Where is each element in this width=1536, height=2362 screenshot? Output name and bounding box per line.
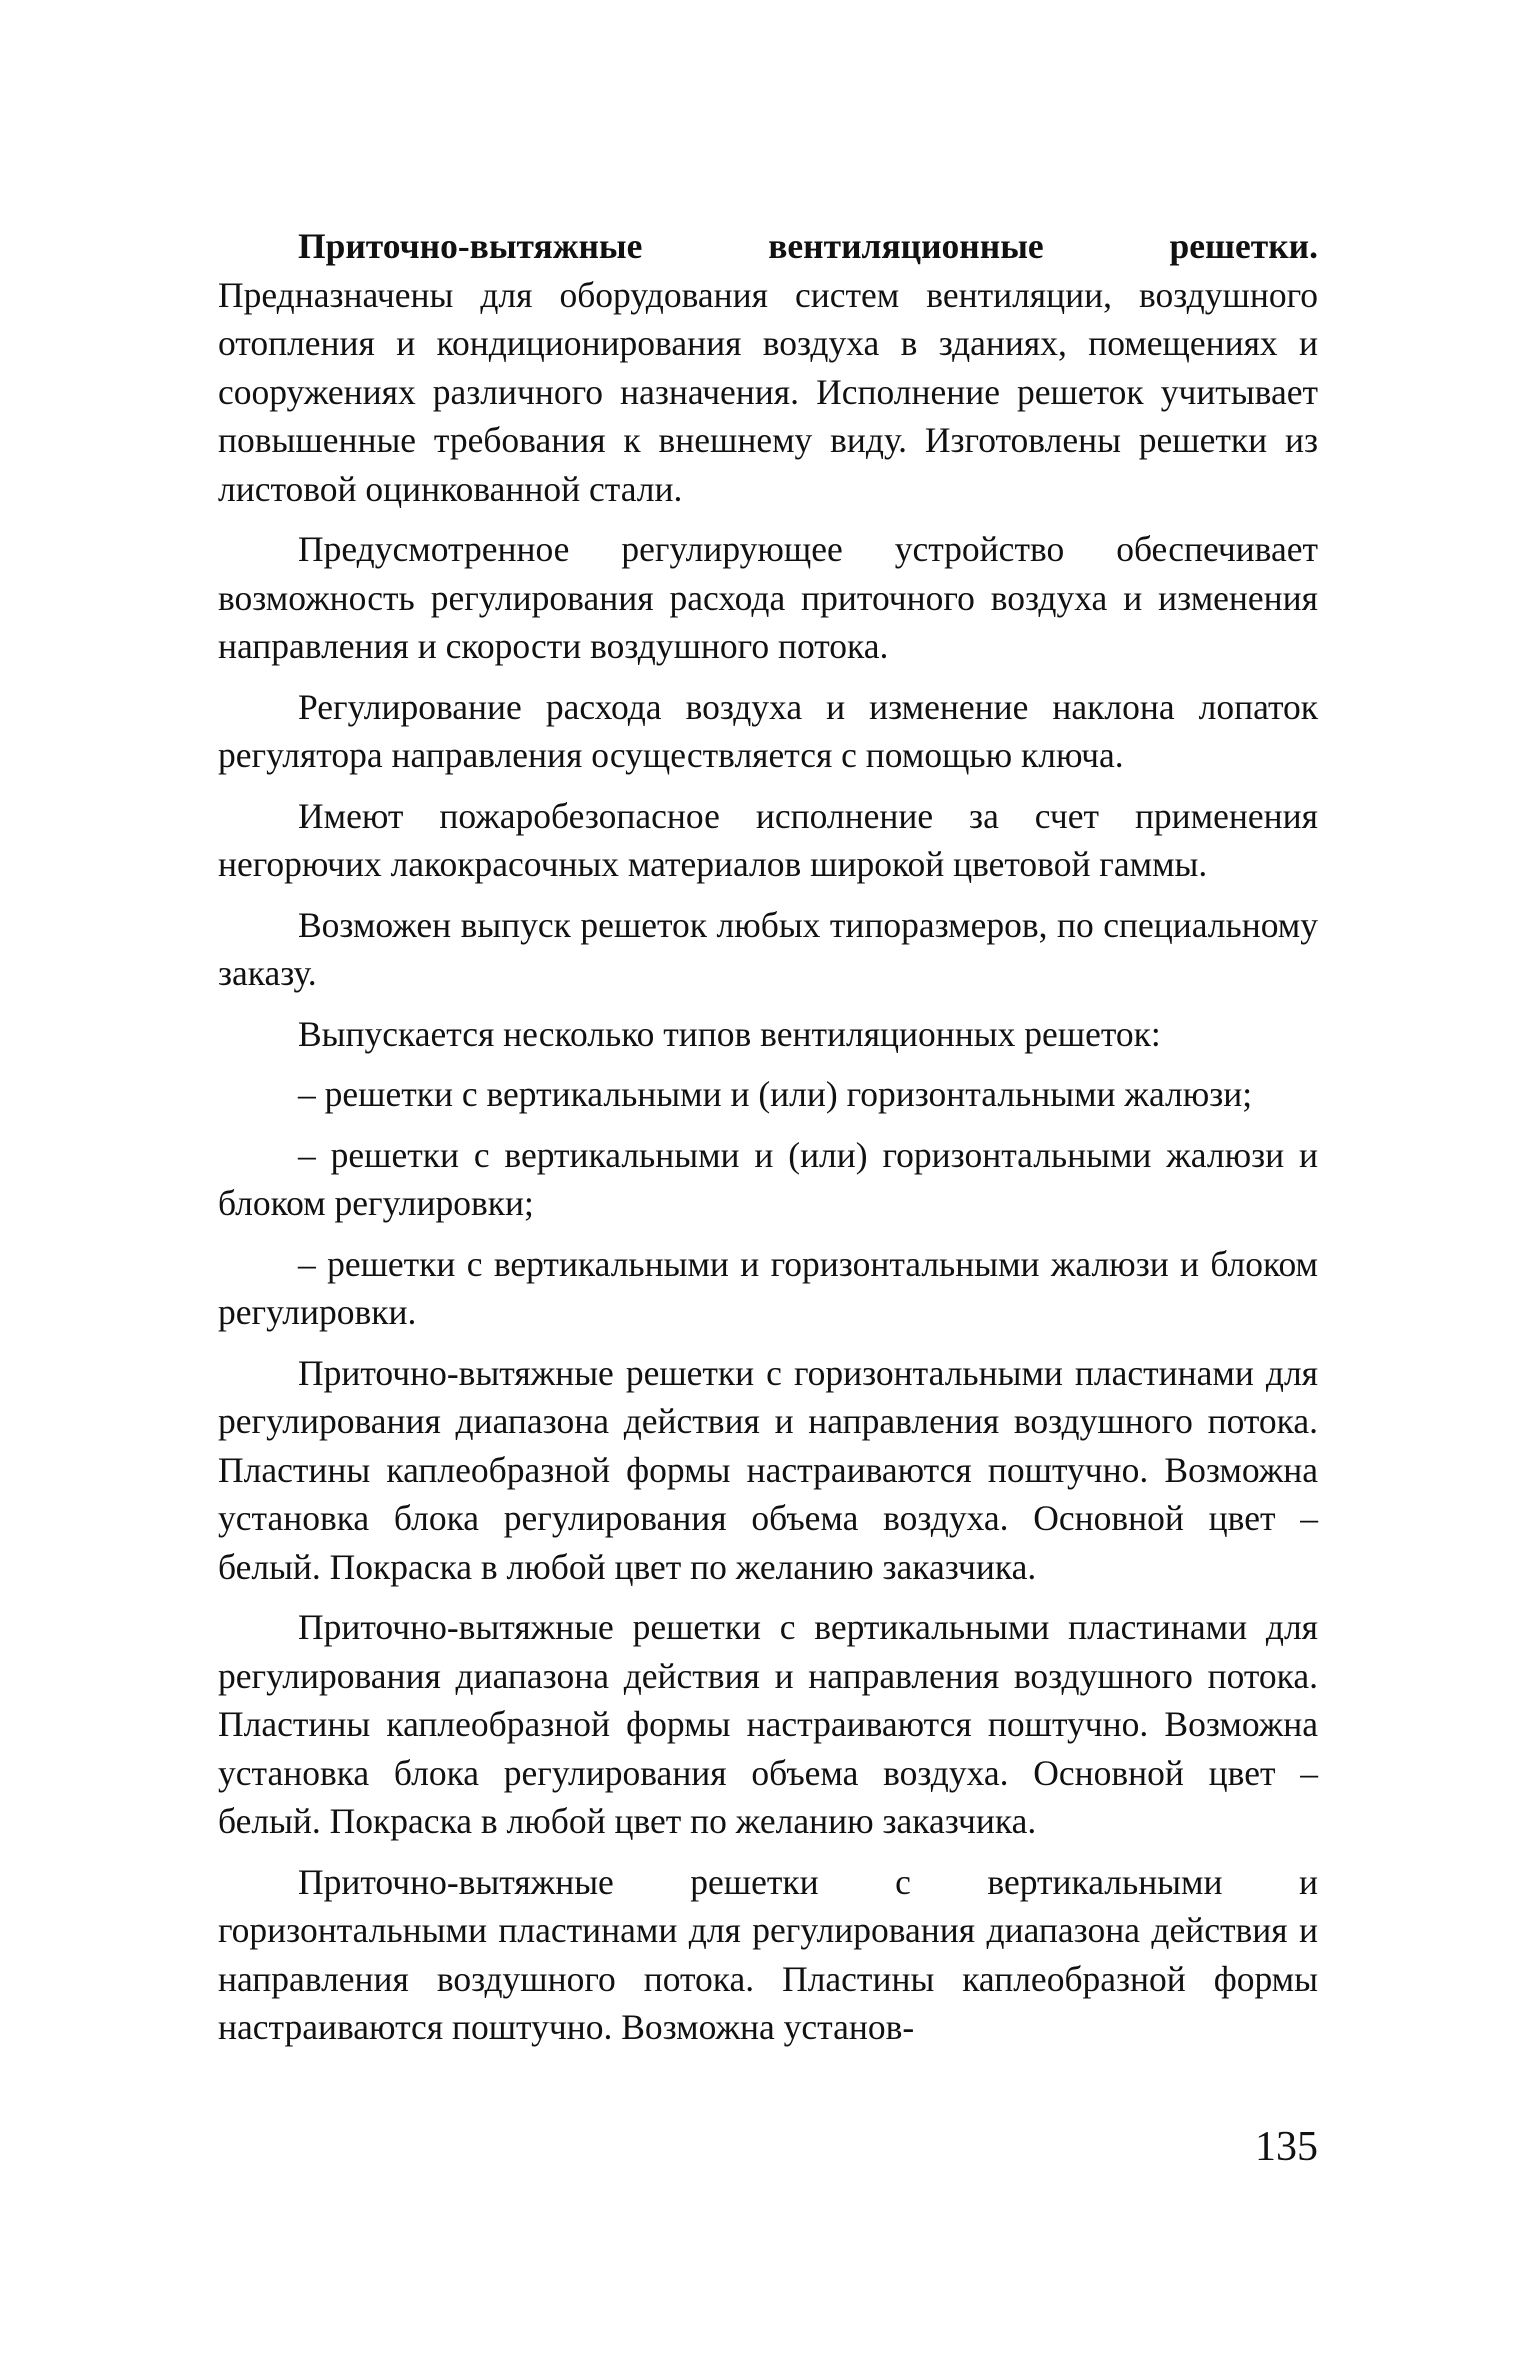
list-item-type-3: – решетки с вертикальными и горизонтальными жалюзи и блоком регулировки.: [218, 1243, 1318, 1332]
paragraph-regulating-device: Предусмотренное регулирующее устройство обеспечивает возможность регулирования расхода приточного воздуха и изменения направления и скорости воздушного потока.: [218, 529, 1318, 666]
paragraph-custom-sizes: Возможен выпуск решеток любых типоразмеров, по специальному заказу.: [218, 904, 1318, 993]
paragraph-intro: [218, 222, 1318, 513]
paragraph-vertical-plates: Приточно-вытяжные решетки с вертикальными пластинами для регулирования диапазона действия и направления воздушного потока. Пластины каплеобразной формы настраиваются поштучно. Возможна установка блока регулирования объема воздуха. Основной цвет – белый. Покраска в любой цвет по желанию заказчика.: [218, 1607, 1318, 1841]
paragraph-intro-text: Предназначены для оборудования систем вентиляции, воздушного отопления и кондиционирования воздуха в зданиях, помещениях и сооружениях различного назначения. Исполнение решеток учитывает повышенные требования к внешнему виду. Изготовлены решетки из листовой оцинкованной стали.: [218, 274, 1318, 509]
list-item-type-2: – решетки с вертикальными и (или) горизонтальными жалюзи и блоком регулировки;: [218, 1134, 1318, 1223]
list-item-type-1: – решетки с вертикальными и (или) горизонтальными жалюзи;: [298, 1074, 1253, 1114]
paragraph-combined-plates: Приточно-вытяжные решетки с вертикальными и горизонтальными пластинами для регулирования диапазона действия и направления воздушного потока. Пластины каплеобразной формы настраиваются поштучно. Возможна установ-: [218, 1861, 1318, 2047]
paragraph-lead-heading: Приточно-вытяжные вентиляционные решетки.: [298, 226, 1318, 266]
page-number: 135: [1255, 2124, 1318, 2170]
paragraph-horizontal-plates: Приточно-вытяжные решетки с горизонтальными пластинами для регулирования диапазона действия и направления воздушного потока. Пластины каплеобразной формы настраиваются поштучно. Возможна установка блока регулирования объема воздуха. Основной цвет – белый. Покраска в любой цвет по желанию заказчика.: [218, 1352, 1318, 1587]
paragraph-key-adjustment: Регулирование расхода воздуха и изменение наклона лопаток регулятора направления осуществляется с помощью ключа.: [218, 686, 1318, 775]
paragraph-types-intro: Выпускается несколько типов вентиляционных решеток:: [298, 1013, 1161, 1054]
page-body: [218, 222, 1318, 2064]
paragraph-fireproof: Имеют пожаробезопасное исполнение за счет применения негорючих лакокрасочных материалов широкой цветовой гаммы.: [218, 795, 1318, 884]
